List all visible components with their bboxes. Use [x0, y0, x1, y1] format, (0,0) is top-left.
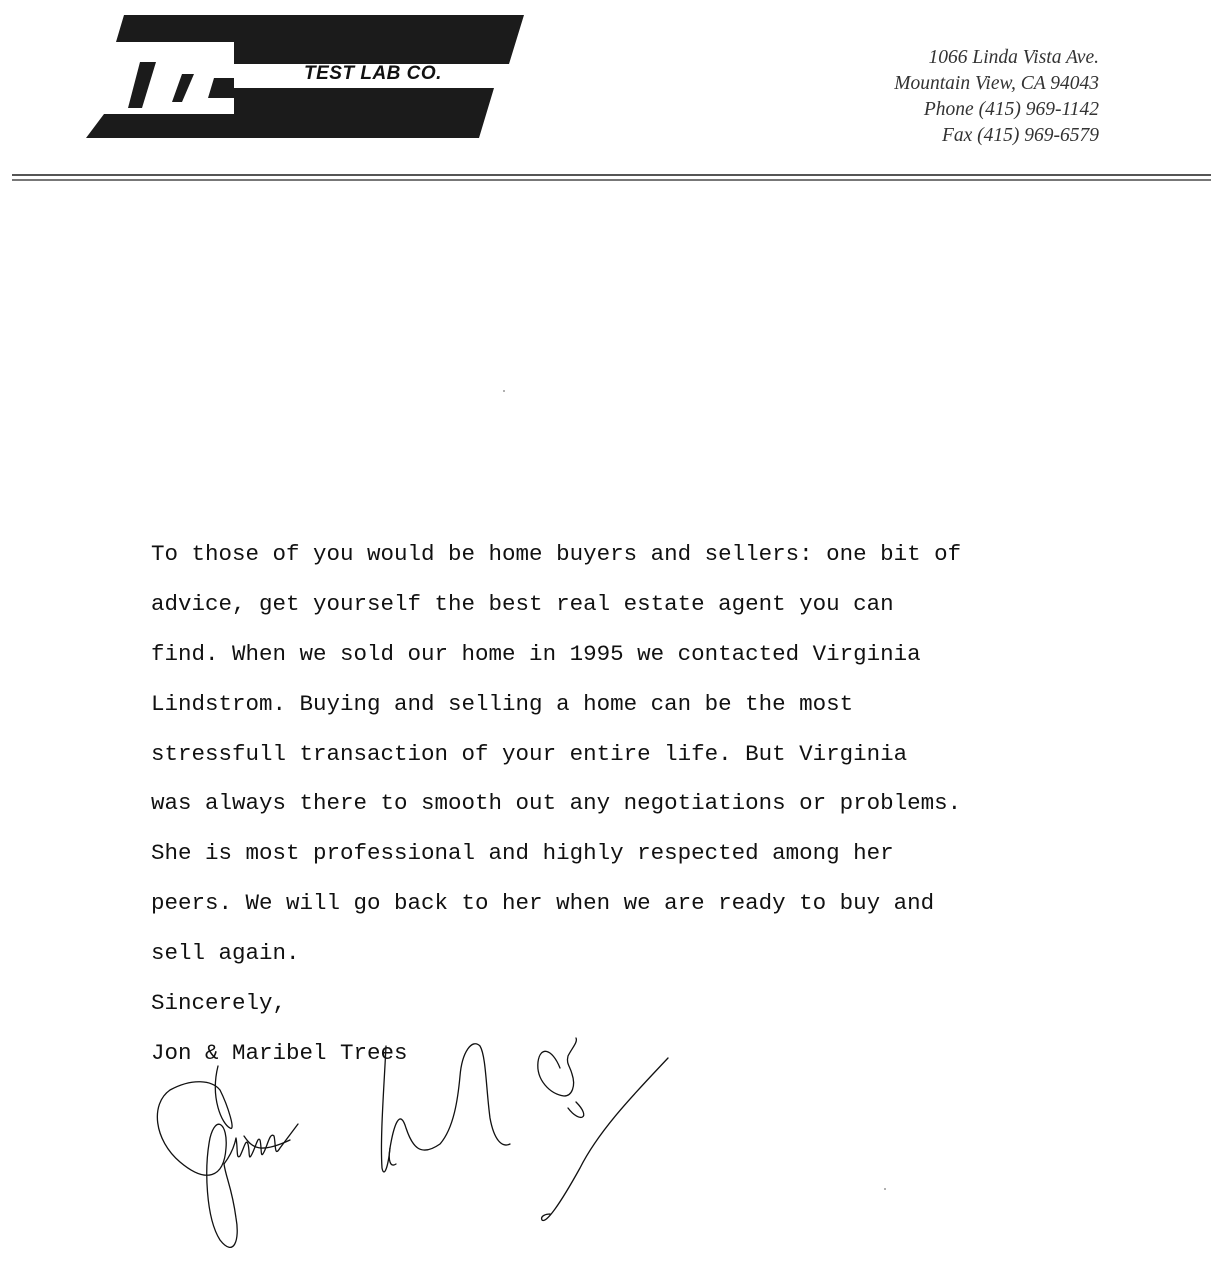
body-line: peers. We will go back to her when we are ready to buy and — [151, 890, 935, 917]
body-line: She is most professional and highly respected among her — [151, 840, 894, 867]
company-name: TEST LAB CO. — [304, 63, 442, 84]
address-street: 1066 Linda Vista Ave. — [928, 47, 1099, 68]
closing: Sincerely, — [151, 990, 287, 1017]
signatories-name: Jon & Maribel Trees — [151, 1039, 408, 1066]
letter-body — [151, 530, 1111, 1079]
handwritten-signatures — [140, 1028, 700, 1263]
body-line: sell again. — [151, 940, 300, 967]
header-divider-bottom — [12, 179, 1211, 181]
address-phone: Phone (415) 969-1142 — [923, 99, 1099, 120]
body-line: To those of you would be home buyers and sellers: one bit of — [151, 541, 962, 567]
body-line: stressfull transaction of your entire life. But Virginia — [151, 740, 908, 767]
scan-speck — [884, 1188, 886, 1190]
address-fax: Fax (415) 969-6579 — [941, 125, 1099, 146]
company-address — [894, 45, 1099, 149]
body-line: was always there to smooth out any negotiations or problems. — [151, 790, 962, 817]
header-divider-top — [12, 174, 1211, 176]
body-line: find. When we sold our home in 1995 we contacted Virginia — [151, 640, 921, 667]
address-city: Mountain View, CA 94043 — [894, 73, 1099, 94]
scan-speck — [503, 390, 505, 392]
body-line: Lindstrom. Buying and selling a home can be the most — [151, 690, 854, 717]
body-line: advice, get yourself the best real estate agent you can — [151, 590, 894, 617]
